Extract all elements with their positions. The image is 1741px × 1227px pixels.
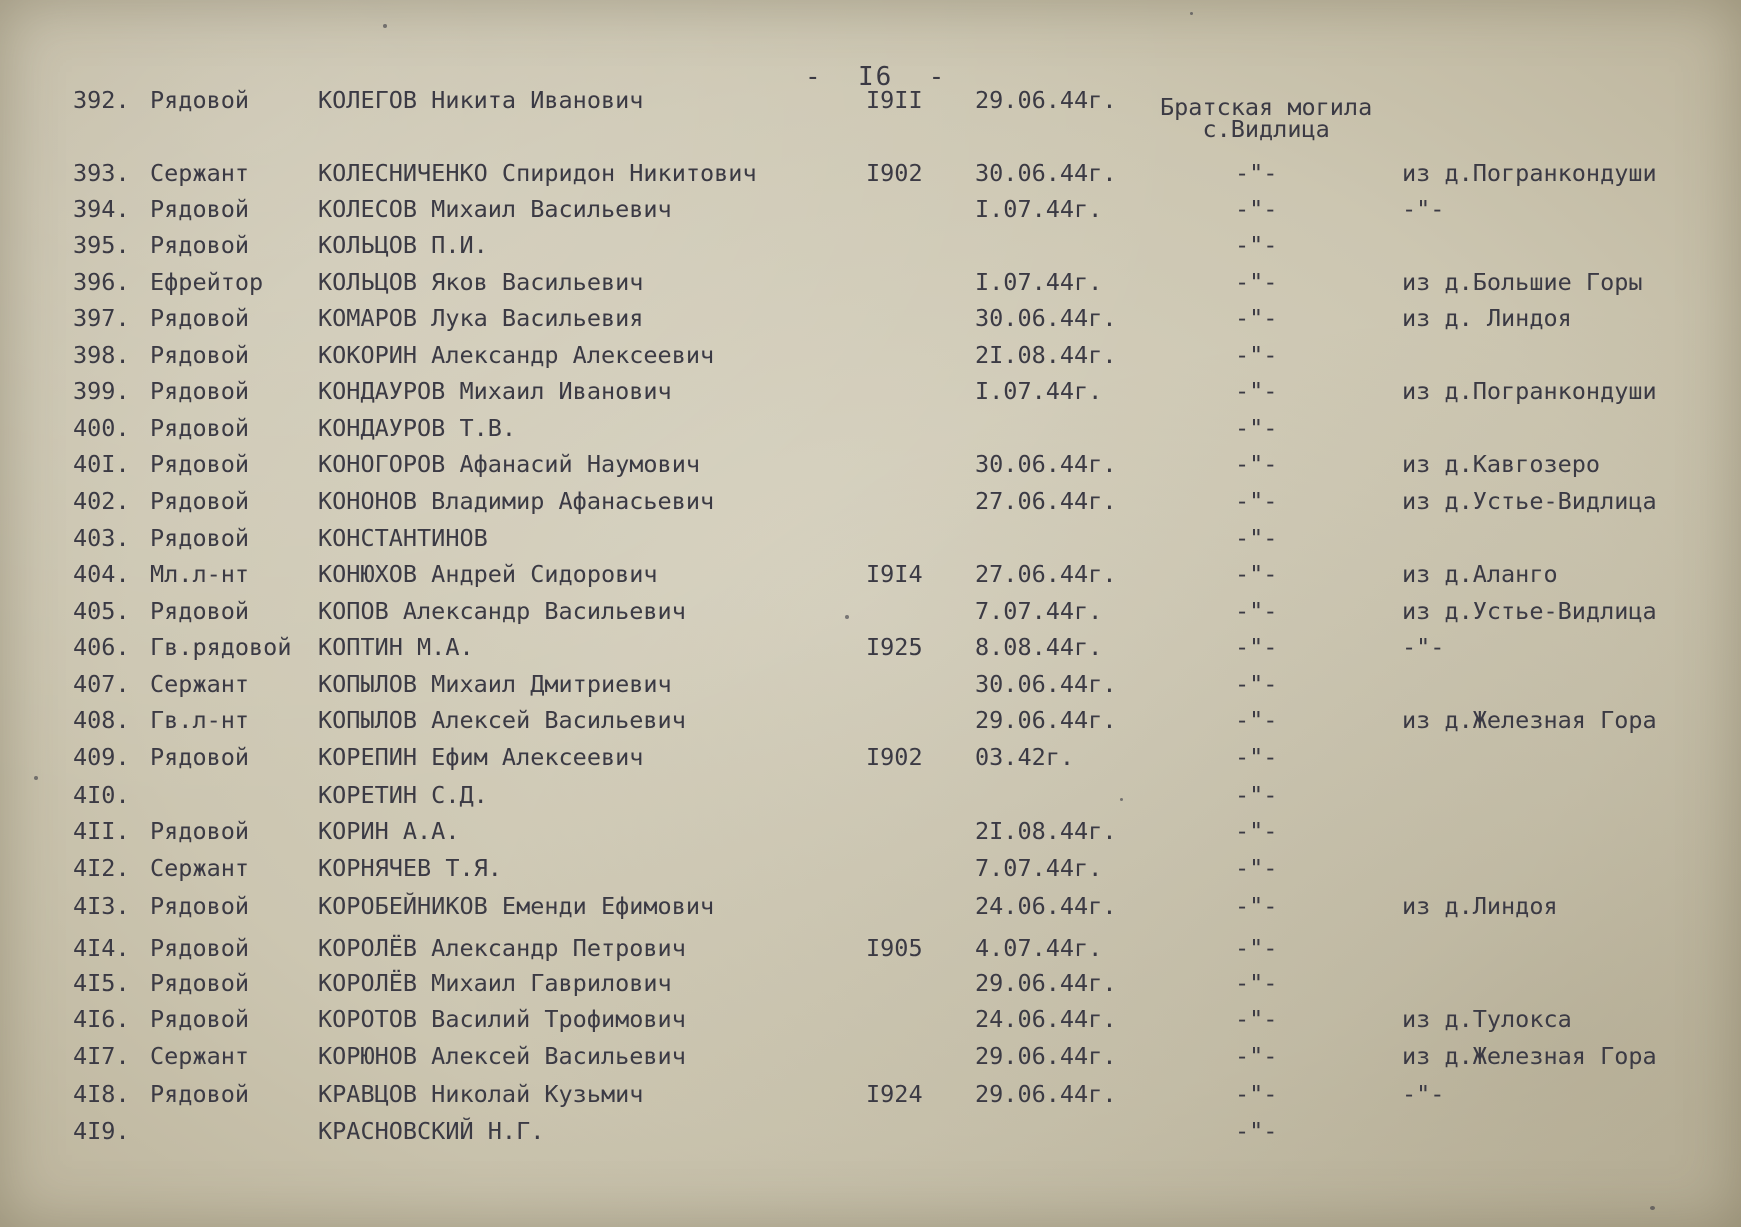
entry-name: КОЛЬЦОВ Яков Васильевич [318,268,644,296]
entry-rank: Рядовой [150,524,250,552]
entry-rank: Рядовой [150,450,250,478]
entry-number: 399. [73,377,130,405]
entry-rank: Рядовой [150,231,250,259]
entry-origin: из д.Устье-Видлица [1402,597,1657,625]
entry-burial-place: -"- [1235,817,1278,845]
entry-number: 393. [73,159,130,187]
table-row [0,411,1741,445]
entry-burial-place: -"- [1235,969,1278,997]
entry-origin: -"- [1402,1080,1445,1108]
entry-name: КОРОЛЁВ Михаил Гаврилович [318,969,672,997]
entry-birth-year: I9II [866,86,923,114]
entry-name: КОНСТАНТИНОВ [318,524,488,552]
table-row [0,1039,1741,1073]
entry-burial-place: -"- [1235,1080,1278,1108]
entry-origin: из д.Погранкондуши [1402,377,1657,405]
entry-number: 392. [73,86,130,114]
entry-origin: из д.Тулокса [1402,1005,1572,1033]
entry-name: КОРЕПИН Ефим Алексеевич [318,743,644,771]
table-row [0,1002,1741,1036]
entry-rank: Рядовой [150,597,250,625]
entry-origin: из д.Линдоя [1402,892,1558,920]
entry-number: 395. [73,231,130,259]
table-row [0,557,1741,591]
entry-death-date: 4.07.44г. [975,934,1103,962]
burial-place-line: Братская могила [1160,93,1373,121]
entry-burial-place: -"- [1235,597,1278,625]
entry-name: КРАСНОВСКИЙ Н.Г. [318,1117,545,1145]
entry-death-date: 30.06.44г. [975,450,1117,478]
table-row [0,594,1741,628]
entry-death-date: 30.06.44г. [975,670,1117,698]
entry-rank: Рядовой [150,892,250,920]
table-row [0,889,1741,923]
entry-burial-place: -"- [1235,706,1278,734]
entry-rank: Рядовой [150,934,250,962]
entry-number: 409. [73,743,130,771]
entry-death-date: 29.06.44г. [975,1042,1117,1070]
entry-death-date: 27.06.44г. [975,487,1117,515]
entry-rank: Сержант [150,670,250,698]
entry-number: 405. [73,597,130,625]
entry-name: КОРИН А.А. [318,817,460,845]
entry-burial-place: -"- [1235,341,1278,369]
entry-birth-year: I925 [866,633,923,661]
entry-number: 396. [73,268,130,296]
entry-burial-place: -"- [1235,1117,1278,1145]
entry-name: КОНЮХОВ Андрей Сидорович [318,560,658,588]
table-row [0,338,1741,372]
entry-origin: из д.Погранкондуши [1402,159,1657,187]
table-row [0,931,1741,965]
entry-origin: -"- [1402,633,1445,661]
entry-death-date: I.07.44г. [975,377,1103,405]
entry-name: КОПТИН М.А. [318,633,474,661]
entry-name: КОНДАУРОВ Т.В. [318,414,517,442]
entry-number: 400. [73,414,130,442]
entry-death-date: 03.42г. [975,743,1075,771]
entry-number: 4I0. [73,781,130,809]
entry-rank: Мл.л-нт [150,560,250,588]
table-row [0,521,1741,555]
entry-name: КОЛЕГОВ Никита Иванович [318,86,644,114]
entry-death-date: 24.06.44г. [975,892,1117,920]
entry-burial-place: -"- [1235,854,1278,882]
entry-name: КОЛЕСНИЧЕНКО Спиридон Никитович [318,159,757,187]
entry-birth-year: I905 [866,934,923,962]
entry-name: КОПЫЛОВ Михаил Дмитриевич [318,670,672,698]
entry-birth-year: I9I4 [866,560,923,588]
entry-rank: Рядовой [150,414,250,442]
entry-rank: Рядовой [150,487,250,515]
entry-number: 40I. [73,450,130,478]
entry-origin: из д.Железная Гора [1402,706,1657,734]
entry-name: КОРОТОВ Василий Трофимович [318,1005,686,1033]
table-row [0,851,1741,885]
entry-rank: Сержант [150,854,250,882]
entry-number: 4I6. [73,1005,130,1033]
entry-burial-place: -"- [1235,1042,1278,1070]
entry-burial-place: -"- [1235,934,1278,962]
entry-burial-place: -"- [1235,377,1278,405]
table-row [0,814,1741,848]
entry-rank: Рядовой [150,743,250,771]
entry-rank: Рядовой [150,86,250,114]
table-row [0,265,1741,299]
entry-birth-year: I902 [866,743,923,771]
entry-name: КОРОБЕЙНИКОВ Еменди Ефимович [318,892,715,920]
entry-burial-place: -"- [1235,1005,1278,1033]
entry-burial-place: -"- [1235,892,1278,920]
table-row [0,703,1741,737]
entry-number: 4I2. [73,854,130,882]
entry-number: 4I4. [73,934,130,962]
entry-burial-place: -"- [1235,670,1278,698]
table-row [0,966,1741,1000]
entry-name: КОНДАУРОВ Михаил Иванович [318,377,672,405]
entry-number: 402. [73,487,130,515]
entry-origin: из д.Кавгозеро [1402,450,1601,478]
entry-burial-place: -"- [1235,524,1278,552]
entry-death-date: 29.06.44г. [975,706,1117,734]
entry-name: КОНОГОРОВ Афанасий Наумович [318,450,701,478]
entry-origin: из д.Железная Гора [1402,1042,1657,1070]
entry-death-date: 29.06.44г. [975,86,1117,114]
entry-name: КОПЫЛОВ Алексей Васильевич [318,706,686,734]
entry-death-date: I.07.44г. [975,195,1103,223]
entry-number: 404. [73,560,130,588]
entry-number: 408. [73,706,130,734]
entry-death-date: 8.08.44г. [975,633,1103,661]
entry-burial-place: -"- [1235,560,1278,588]
entry-name: КОКОРИН Александр Алексеевич [318,341,715,369]
entry-burial-place: -"- [1235,743,1278,771]
entry-burial-place: -"- [1235,414,1278,442]
entry-rank: Сержант [150,159,250,187]
entry-number: 4I9. [73,1117,130,1145]
table-row [0,484,1741,518]
entry-name: КОПОВ Александр Васильевич [318,597,686,625]
entry-death-date: 29.06.44г. [975,1080,1117,1108]
entry-number: 4I7. [73,1042,130,1070]
entry-burial-place: -"- [1235,633,1278,661]
entry-death-date: 7.07.44г. [975,597,1103,625]
entry-origin: из д.Аланго [1402,560,1558,588]
table-row [0,228,1741,262]
entry-burial-place: -"- [1235,781,1278,809]
entry-name: КОНОНОВ Владимир Афанасьевич [318,487,715,515]
burial-place-line: с.Видлица [1202,115,1330,143]
table-row [0,192,1741,226]
entry-name: КОЛЬЦОВ П.И. [318,231,488,259]
table-row [0,740,1741,774]
entry-burial-place: -"- [1235,487,1278,515]
entry-number: 406. [73,633,130,661]
entry-number: 394. [73,195,130,223]
entry-origin: из д.Большие Горы [1402,268,1643,296]
table-row [0,778,1741,812]
entry-number: 403. [73,524,130,552]
entry-death-date: 7.07.44г. [975,854,1103,882]
entry-death-date: 24.06.44г. [975,1005,1117,1033]
table-row [0,1114,1741,1148]
entry-origin: -"- [1402,195,1445,223]
entry-burial-place: -"- [1235,159,1278,187]
entry-name: КОРЕТИН С.Д. [318,781,488,809]
entry-name: КОЛЕСОВ Михаил Васильевич [318,195,672,223]
table-row [0,83,1741,121]
table-row [0,374,1741,408]
table-row [0,156,1741,190]
entry-burial-place: -"- [1235,231,1278,259]
entry-name: КОРНЯЧЕВ Т.Я. [318,854,502,882]
entry-death-date: I.07.44г. [975,268,1103,296]
entry-death-date: 27.06.44г. [975,560,1117,588]
entry-death-date: 30.06.44г. [975,304,1117,332]
entry-rank: Рядовой [150,969,250,997]
page-number: - I6 - [805,62,947,92]
burial-place-header [1160,93,1373,143]
table-row [0,667,1741,701]
entry-number: 4I3. [73,892,130,920]
entry-number: 4I5. [73,969,130,997]
entry-death-date: 30.06.44г. [975,159,1117,187]
entry-rank: Рядовой [150,341,250,369]
entry-rank: Сержант [150,1042,250,1070]
entry-burial-place: -"- [1235,268,1278,296]
entry-number: 4I8. [73,1080,130,1108]
entry-number: 398. [73,341,130,369]
entry-rank: Гв.л-нт [150,706,250,734]
entry-death-date: 2I.08.44г. [975,341,1117,369]
entry-burial-place: -"- [1235,304,1278,332]
entry-rank: Рядовой [150,195,250,223]
entry-birth-year: I902 [866,159,923,187]
table-row [0,301,1741,335]
entry-death-date: 2I.08.44г. [975,817,1117,845]
table-row [0,447,1741,481]
entry-burial-place: -"- [1235,195,1278,223]
entry-number: 397. [73,304,130,332]
entry-number: 407. [73,670,130,698]
entry-rank: Рядовой [150,1005,250,1033]
entry-origin: из д.Устье-Видлица [1402,487,1657,515]
entry-name: КОМАРОВ Лука Васильевия [318,304,644,332]
entry-rank: Рядовой [150,377,250,405]
entry-rank: Гв.рядовой [150,633,292,661]
entry-name: КОРОЛЁВ Александр Петрович [318,934,686,962]
entry-name: КРАВЦОВ Николай Кузьмич [318,1080,644,1108]
entry-rank: Рядовой [150,1080,250,1108]
entry-death-date: 29.06.44г. [975,969,1117,997]
entry-birth-year: I924 [866,1080,923,1108]
entry-rank: Рядовой [150,304,250,332]
entry-name: КОРЮНОВ Алексей Васильевич [318,1042,686,1070]
entry-rank: Рядовой [150,817,250,845]
entry-rank: Ефрейтор [150,268,264,296]
table-row [0,630,1741,664]
table-row [0,1077,1741,1111]
entry-number: 4II. [73,817,130,845]
entry-origin: из д. Линдоя [1402,304,1572,332]
entry-burial-place: -"- [1235,450,1278,478]
